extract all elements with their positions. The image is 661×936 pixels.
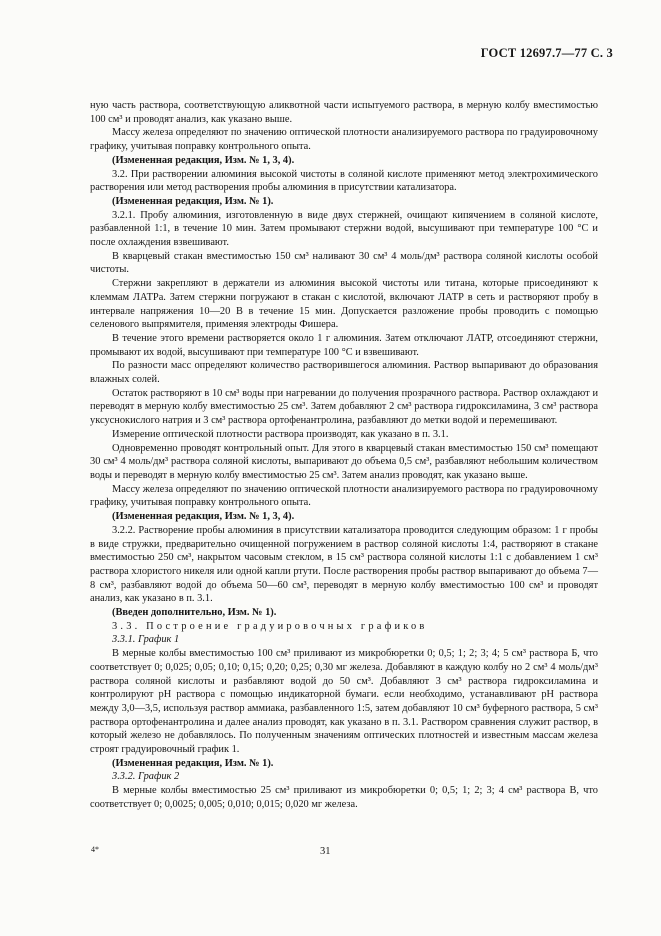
paragraph: (Введен дополнительно, Изм. № 1). bbox=[112, 607, 277, 619]
paragraph: 3.3.2. График 2 bbox=[112, 771, 180, 783]
paragraph: 3.2.2. Растворение пробы алюминия в присутствии катализатора проводится следующим образом: 1 г пробы в виде стружки, предварительно очищенной погружением в раствор соляной кислоты 1:4, растворяют в стакане вместимостью 250 см³, накрытом часовым стеклом, в 15 см³ раствора соляной кислоты 1:1 с добавлением 1 см³ раствора хлористого никеля или одной капли ртути. После растворения пробы раствор выпаривают до объема 7—8 см³, разбавляют водой до объема 50—60 см³, переводят в мерную колбу вместимостью 100 см³ и проводят анализ, как указано в п. 3.1. bbox=[90, 524, 598, 605]
paragraph: (Измененная редакция, Изм. № 1, 3, 4). bbox=[112, 511, 295, 523]
paragraph: 3.3.1. График 1 bbox=[112, 634, 180, 646]
paragraph: В кварцевый стакан вместимостью 150 см³ наливают 30 см³ 4 моль/дм³ раствора соляной кислоты особой чистоты. bbox=[90, 250, 598, 276]
paragraph: Одновременно проводят контрольный опыт. Для этого в кварцевый стакан вместимостью 150 см³ помещают 30 см³ 4 моль/дм³ раствора соляной кислоты, выпаривают до объема 0,5 см³, разбавляют небольшим количеством воды и переводят в мерную колбу вместимостью 25 см³. Затем анализ проводят, как указано выше. bbox=[90, 442, 598, 481]
paragraph: Массу железа определяют по значению оптической плотности анализируемого раствора по градуировочному графику, учитывая поправку контрольного опыта. bbox=[90, 483, 598, 509]
paragraph: Стержни закрепляют в держатели из алюминия высокой чистоты или титана, которые присоединяют к клеммам ЛАТРа. Затем стержни погружают в стакан с кислотой, включают ЛАТР в сеть и растворяют пробу в интервале напряжения 10—20 В в течение 15 мин. Допускается разложение пробы проводить с помощью селенового выпрямителя, применяя электроды Фишера. bbox=[90, 278, 598, 331]
paragraph: (Измененная редакция, Изм. № 1). bbox=[112, 195, 274, 207]
paragraph: В течение этого времени растворяется около 1 г алюминия. Затем отключают ЛАТР, отсоединяют стержни, промывают их водой, высушивают при температуре 100 °С и взвешивают. bbox=[90, 332, 598, 358]
paragraph: 3.2.1. Пробу алюминия, изготовленную в виде двух стержней, очищают кипячением в соляной кислоте, разбавленной 1:1, в течение 10 мин. Затем промывают стержни водой, высушивают при температуре 100 °С и после охлаждения взвешивают. bbox=[90, 209, 598, 249]
paragraph: По разности масс определяют количество растворившегося алюминия. Раствор выпаривают до образования влажных солей. bbox=[90, 360, 598, 386]
paragraph: В мерные колбы вместимостью 25 см³ приливают из микробюретки 0; 0,5; 1; 2; 3; 4 см³ раствора В, что соответствует 0; 0,0025; 0,005; 0,010; 0,015; 0,020 мг железа. bbox=[90, 785, 598, 810]
document-body bbox=[90, 99, 598, 812]
paragraph: 3.2. При растворении алюминия высокой чистоты в соляной кислоте применяют метод электрохимического растворения или метод растворения пробы алюминия в присутствии катализатора. bbox=[90, 168, 598, 194]
paragraph: В мерные колбы вместимостью 100 см³ приливают из микробюретки 0; 0,5; 1; 2; 3; 4; 5 см³ раствора Б, что соответствует 0; 0,025; 0,05; 0,10; 0,15; 0,20; 0,25; 0,30 мг железа. Добавляют в каждую колбу но 2 см³ 4 моль/дм³ раствора соляной кислоты и разбавляют водой до 50 см³. Добавляют 3 см³ раствора гидроксиламина и контролируют рН раствора с помощью индикаторной бумаги. если необходимо, устанавливают рН раствора между 3,0—3,5, используя раствор аммиака, разбавленного 1:5, затем добавляют 10 см³ буферного раствора, 5 см³ раствора ортофенантролина и далее анализ проводят, как указано в п. 3.1. Раствором сравнения служит раствор, в который железо не добавлялось. По полученным значениям оптических плотностей и известным массам железа строят градуировочный график 1. bbox=[90, 648, 598, 756]
page-header: ГОСТ 12697.7—77 С. 3 bbox=[480, 46, 613, 60]
paragraph: (Измененная редакция, Изм. № 1). bbox=[112, 757, 274, 769]
paragraph: (Измененная редакция, Изм. № 1, 3, 4). bbox=[112, 154, 295, 166]
paragraph: Измерение оптической плотности раствора производят, как указано в п. 3.1. bbox=[112, 428, 449, 440]
page-number: 31 bbox=[320, 846, 331, 857]
paragraph: ную часть раствора, соответствующую аликвотной части испытуемого раствора, в мерную колбу вместимостью 100 см³ и проводят анализ, как указано выше. bbox=[90, 100, 598, 125]
paragraph: Массу железа определяют по значению оптической плотности анализируемого раствора по градуировочному графику, учитывая поправку контрольного опыта. bbox=[90, 127, 598, 153]
paragraph: Остаток растворяют в 10 см³ воды при нагревании до получения прозрачного раствора. Раствор охлаждают и переводят в мерную колбу вместимостью 25 см³. Затем добавляют 2 см³ раствора гидроксиламина, 3 см³ раствора уксуснокислого натрия и 3 см³ раствора ортофенантролина, разбавляют до метки водой и перемешивают. bbox=[90, 387, 598, 427]
paragraph: 3.3. Построение градуировочных графиков bbox=[112, 620, 428, 632]
footer-signature-mark: 4* bbox=[91, 845, 99, 854]
